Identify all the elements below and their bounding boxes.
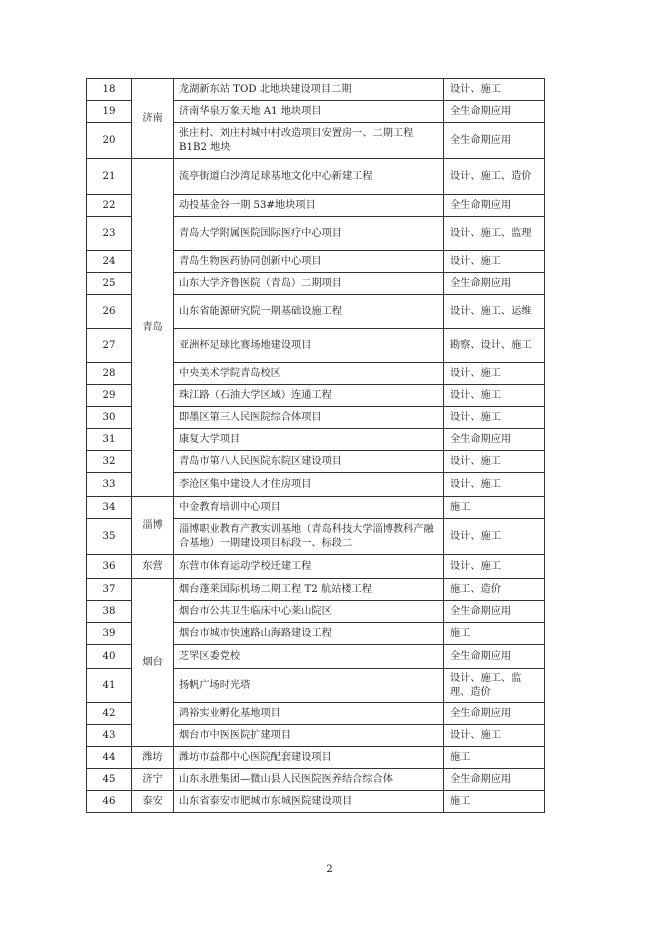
application-scope: 设计、施工 (444, 555, 545, 579)
project-name: 中金教育培训中心项目 (174, 497, 444, 519)
application-scope: 设计、施工 (444, 473, 545, 497)
application-scope: 设计、施工 (444, 251, 545, 273)
row-number: 25 (87, 273, 132, 295)
table-row (87, 79, 545, 101)
application-scope: 设计、施工 (444, 363, 545, 385)
row-number: 40 (87, 645, 132, 669)
project-name: 中央美术学院青岛校区 (174, 363, 444, 385)
row-number: 33 (87, 473, 132, 497)
city-cell-taian: 泰安 (132, 791, 174, 813)
application-scope: 设计、施工、运维 (444, 295, 545, 329)
project-name: 烟台蓬莱国际机场二期工程 T2 航站楼工程 (174, 579, 444, 601)
application-scope: 施工 (444, 623, 545, 645)
city-cell-qingdao: 青岛 (132, 159, 174, 497)
project-name: 青岛市第八人民医院东院区建设项目 (174, 451, 444, 473)
row-number: 44 (87, 747, 132, 769)
project-name: 山东大学齐鲁医院（青岛）二期项目 (174, 273, 444, 295)
application-scope: 设计、施工 (444, 519, 545, 555)
application-scope: 全生命期应用 (444, 645, 545, 669)
project-name: 青岛大学附属医院国际医疗中心项目 (174, 217, 444, 251)
application-scope: 勘察、设计、施工 (444, 329, 545, 363)
application-scope: 施工 (444, 791, 545, 813)
project-name: 动投基金谷一期 53#地块项目 (174, 195, 444, 217)
city-cell-zibo: 淄博 (132, 497, 174, 555)
row-number: 46 (87, 791, 132, 813)
project-name: 龙湖新东站 TOD 北地块建设项目二期 (174, 79, 444, 101)
row-number: 18 (87, 79, 132, 101)
row-number: 30 (87, 407, 132, 429)
row-number: 45 (87, 769, 132, 791)
project-name: 珠江路（石油大学区域）连通工程 (174, 385, 444, 407)
application-scope: 全生命期应用 (444, 769, 545, 791)
application-scope: 全生命期应用 (444, 123, 545, 159)
application-scope: 设计、施工 (444, 385, 545, 407)
row-number: 21 (87, 159, 132, 195)
row-number: 20 (87, 123, 132, 159)
project-name: 张庄村、刘庄村城中村改造项目安置房一、二期工程 B1B2 地块 (174, 123, 444, 159)
row-number: 31 (87, 429, 132, 451)
row-number: 42 (87, 703, 132, 725)
application-scope: 设计、施工、监理 (444, 217, 545, 251)
city-cell-jining: 济宁 (132, 769, 174, 791)
project-name: 烟台市中医医院扩建项目 (174, 725, 444, 747)
table-row (87, 769, 545, 791)
row-number: 39 (87, 623, 132, 645)
project-name: 烟台市城市快速路山海路建设工程 (174, 623, 444, 645)
row-number: 35 (87, 519, 132, 555)
table-row (87, 555, 545, 579)
project-name: 济南华泉万象天地 A1 地块项目 (174, 101, 444, 123)
page-number: 2 (326, 864, 333, 875)
row-number: 19 (87, 101, 132, 123)
row-number: 26 (87, 295, 132, 329)
row-number: 43 (87, 725, 132, 747)
application-scope: 全生命期应用 (444, 703, 545, 725)
project-name: 淄博职业教育产教实训基地（青岛科技大学淄博教科产融合基地）一期建设项目标段一、标段二 (174, 519, 444, 555)
city-cell-weifang: 潍坊 (132, 747, 174, 769)
row-number: 27 (87, 329, 132, 363)
application-scope: 全生命期应用 (444, 273, 545, 295)
application-scope: 施工、造价 (444, 579, 545, 601)
project-name: 山东省能源研究院一期基础设施工程 (174, 295, 444, 329)
project-name: 潍坊市益都中心医院配套建设项目 (174, 747, 444, 769)
table-row (87, 791, 545, 813)
row-number: 38 (87, 601, 132, 623)
row-number: 23 (87, 217, 132, 251)
application-scope: 设计、施工 (444, 725, 545, 747)
table-row (87, 747, 545, 769)
row-number: 29 (87, 385, 132, 407)
row-number: 32 (87, 451, 132, 473)
application-scope: 全生命期应用 (444, 101, 545, 123)
row-number: 36 (87, 555, 132, 579)
table-row (87, 579, 545, 601)
row-number: 28 (87, 363, 132, 385)
application-scope: 设计、施工 (444, 407, 545, 429)
project-name: 青岛生物医药协同创新中心项目 (174, 251, 444, 273)
application-scope: 设计、施工 (444, 79, 545, 101)
project-name: 扬帆广场时光塔 (174, 669, 444, 703)
application-scope: 施工 (444, 497, 545, 519)
row-number: 41 (87, 669, 132, 703)
row-number: 34 (87, 497, 132, 519)
project-name: 芝罘区委党校 (174, 645, 444, 669)
row-number: 24 (87, 251, 132, 273)
row-number: 22 (87, 195, 132, 217)
project-name: 康复大学项目 (174, 429, 444, 451)
project-name: 山东省泰安市肥城市东城医院建设项目 (174, 791, 444, 813)
project-name: 李沧区集中建设人才住房项目 (174, 473, 444, 497)
application-scope: 设计、施工、造价 (444, 159, 545, 195)
table-row (87, 497, 545, 519)
city-cell-yantai: 烟台 (132, 579, 174, 747)
application-scope: 全生命期应用 (444, 429, 545, 451)
row-number: 37 (87, 579, 132, 601)
application-scope: 全生命期应用 (444, 195, 545, 217)
application-scope: 设计、施工 (444, 451, 545, 473)
project-name: 山东永胜集团—微山县人民医院医养结合综合体 (174, 769, 444, 791)
project-table (86, 78, 545, 813)
project-name: 即墨区第三人民医院综合体项目 (174, 407, 444, 429)
city-cell-jinan: 济南 (132, 79, 174, 159)
table-row (87, 159, 545, 195)
project-name: 东营市体育运动学校迁建工程 (174, 555, 444, 579)
application-scope: 全生命期应用 (444, 601, 545, 623)
project-name: 亚洲杯足球比赛场地建设项目 (174, 329, 444, 363)
project-name: 烟台市公共卫生临床中心莱山院区 (174, 601, 444, 623)
project-name: 鸿裕实业孵化基地项目 (174, 703, 444, 725)
city-cell-dongying: 东营 (132, 555, 174, 579)
application-scope: 设计、施工、监理、造价 (444, 669, 545, 703)
project-name: 流亭街道白沙湾足球基地文化中心新建工程 (174, 159, 444, 195)
application-scope: 施工 (444, 747, 545, 769)
